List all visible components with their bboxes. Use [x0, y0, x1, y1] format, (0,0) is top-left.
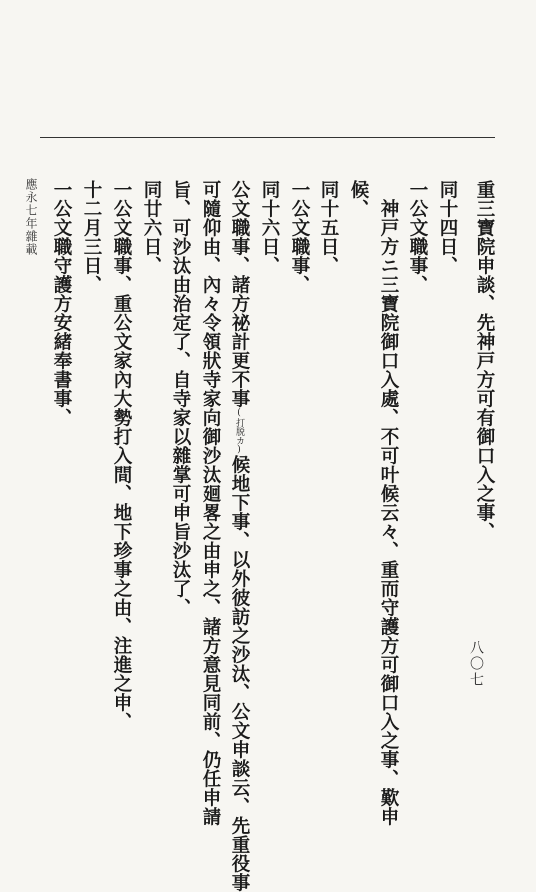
text-line-9: [224, 180, 254, 892]
text-line-5: 候、: [348, 180, 369, 218]
text-line-6: 同十五日、: [318, 180, 339, 275]
page-number: 八〇七: [468, 640, 484, 688]
text-line-15: 一公文職守護方安緒奉書事、: [51, 180, 72, 427]
text-line-9-head: 公文職事、諸方祕計更不事: [229, 180, 250, 408]
running-head: 應永七年雜載: [24, 178, 38, 256]
editorial-note: (打脱カ): [234, 408, 244, 455]
text-line-12: 同廿六日、: [141, 180, 162, 275]
text-line-1: 重三寶院申談、先神戸方可有御口入之事、: [474, 180, 495, 541]
text-line-14: 十二月三日、: [81, 180, 102, 294]
text-line-7: 一公文職事、: [289, 180, 310, 294]
text-line-4: 神戸方ニ三寶院御口入處、不可叶候云々、重而守護方可御口入之事、歎申: [378, 199, 399, 826]
text-line-3: 一公文職事、: [407, 180, 428, 294]
text-line-10: 可隨仰由、內々令領狀寺家向御沙汰廻畧之由申之、諸方意見同前、仍任申請: [200, 180, 221, 826]
text-line-9-tail: 候地下事、以外彼訪之沙汰、公文申談云、先重役事: [229, 455, 250, 892]
text-line-13: 一公文職事、重公文家內大勢打入間、地下珍事之由、注進之申、: [111, 180, 132, 731]
text-line-11: 旨、可沙汰由治定了、自寺家以雜掌可申旨沙汰了、: [170, 180, 191, 617]
text-line-2: 同十四日、: [437, 180, 458, 275]
text-line-8: 同十六日、: [259, 180, 280, 275]
header-rule: [40, 137, 495, 138]
